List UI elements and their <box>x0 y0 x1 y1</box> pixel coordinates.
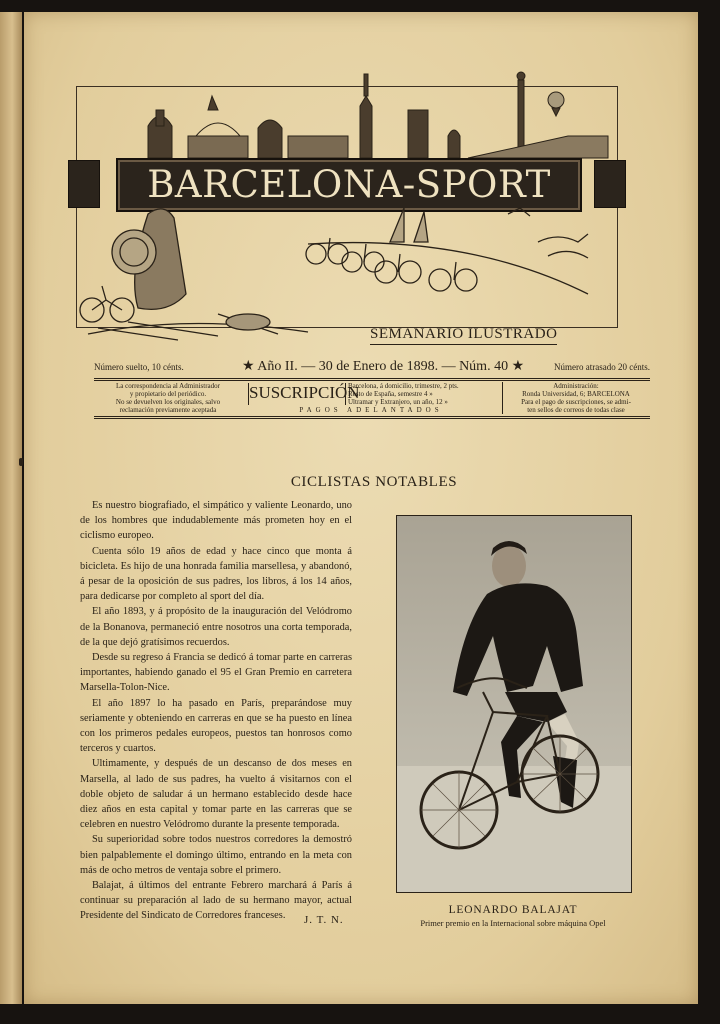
single-issue-price: Número suelto, 10 cénts. <box>94 362 184 372</box>
article-paragraph: Cuenta sólo 19 años de edad y hace cinco que monta á bicicleta. Es hijo de una honrada familia marsellesa, y abandonó, á pesar de la oposición de sus padres, los libros, á los 14 años, para dedicarse por completo al sport del día. <box>80 545 352 603</box>
article-title: CICLISTAS NOTABLES <box>290 474 458 490</box>
admin-line: Administración: <box>553 382 599 390</box>
bottom-rule <box>94 416 650 417</box>
article-body <box>80 498 352 924</box>
admin-line: Para el pago de suscripciones, se admi- <box>521 398 631 406</box>
rate-line: Ultramar y Extranjero, un año, 12 » <box>348 398 448 406</box>
article-paragraph: Balajat, á últimos del entrante Febrero marchará á París á continuar su preparación al lado de su hermano mayor, actual Presidente del Sindicato de Corredores franceses. <box>80 880 352 922</box>
rate-line: Barcelona, á domicilio, trimestre, 2 pts. <box>348 382 459 390</box>
top-rule-double <box>94 380 650 381</box>
title-band <box>68 158 626 208</box>
photo-caption <box>396 904 630 928</box>
cyclists-scene-illustration <box>68 204 626 344</box>
back-issue-price: Número atrasado 20 cénts. <box>554 362 650 372</box>
subscription-label: SUSCRIPCIÓN <box>248 383 346 405</box>
ornament-right <box>594 160 626 208</box>
masthead-illustration <box>68 66 626 344</box>
article-paragraph: Ultimamente, y después de un descanso de dos meses en Marsella, al lado de sus padres, ha vuelto á visitarnos con el doble objeto de saludar á un hermano establecido desde hace diez años en esta capital y tomar parte en las carreras que se celebren en nuestro Velódromo durante la presente temporada. <box>80 758 352 831</box>
issue-date-number: ★ Año II. — 30 de Enero de 1898. — Núm. 40 ★ <box>242 359 525 374</box>
notice-line: y propietario del periódico. <box>129 390 207 398</box>
ornament-left <box>68 160 100 208</box>
rate-line: Resto de España, semestre 4 » <box>348 390 433 398</box>
notice-line: No se devuelven los originales, salvo <box>115 398 221 406</box>
top-rule <box>94 378 650 379</box>
admin-line: Ronda Universidad, 6; BARCELONA <box>522 390 630 398</box>
correspondence-notice <box>94 382 242 414</box>
city-skyline-illustration <box>108 66 618 164</box>
administration-info <box>502 382 649 414</box>
newspaper-subtitle: SEMANARIO ILUSTRADO <box>370 326 557 345</box>
subscription-box <box>94 382 650 418</box>
caption-subtitle: Primer premio en la Internacional sobre máquina Opel <box>420 918 606 928</box>
notice-line: reclamación previamente aceptada <box>119 406 217 414</box>
author-signature: J. T. N. <box>304 914 344 926</box>
article-paragraph: Desde su regreso á Francia se dedicó á tomar parte en carreras importantes, habiendo ganado el 95 el Gran Premio en carretera Marsella-Tolon-Nice. <box>80 652 352 694</box>
article-paragraph: Es nuestro biografiado, el simpático y valiente Leonardo, uno de los hombres que indudablemente más prometen hoy en el ciclismo europeo. <box>80 500 352 542</box>
admin-line: ten sellos de correos de todas clase <box>527 406 625 414</box>
cyclist-photograph <box>396 515 632 893</box>
newspaper-title: BARCELONA-SPORT <box>147 163 551 206</box>
subscription-rates <box>348 382 494 406</box>
advance-payment-note: PAGOS ADELANTADOS <box>299 406 443 414</box>
notice-line: La correspondencia al Administrador <box>116 382 220 390</box>
cyclist-photo-drawing <box>397 516 631 892</box>
binding-mark <box>19 458 23 466</box>
article-paragraph: El año 1897 lo ha pasado en París, preparándose muy seriamente y obteniendo en carreras en que se ha puesto en línea con los primeros pedales europeos, puestos tan honrosos como terceros y cuartos. <box>80 697 352 755</box>
article-paragraph: El año 1893, y á propósito de la inauguración del Velódromo de la Bonanova, permaneció entre nosotros una corta temporada, de la que dejó gratísimos recuerdos. <box>80 606 352 648</box>
caption-name: LEONARDO BALAJAT <box>448 904 578 916</box>
issue-info-line <box>94 358 650 376</box>
article-paragraph: Su superioridad sobre todos nuestros corredores la demostró bien palpablemente el domingo último, entrando en la meta con más de ocho metros de ventaja sobre el primero. <box>80 834 352 876</box>
bottom-rule-double <box>94 418 650 419</box>
left-page-edge <box>0 12 22 1004</box>
